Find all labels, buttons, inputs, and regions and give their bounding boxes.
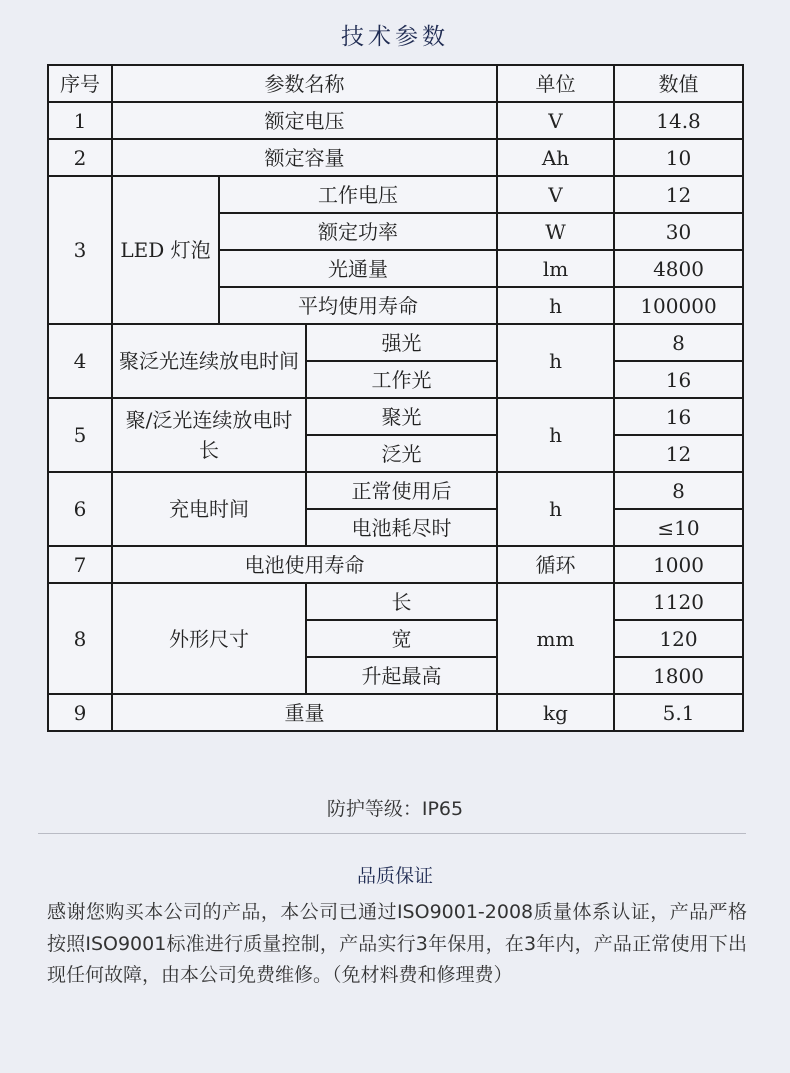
row-no: 8 [48,583,112,694]
param-value: 1120 [614,583,743,620]
param-subname: 平均使用寿命 [219,287,497,324]
table-row [48,583,743,620]
param-subname: 工作电压 [219,176,497,213]
param-unit: kg [497,694,614,731]
table-row [48,139,743,176]
row-no: 7 [48,546,112,583]
table-row [48,102,743,139]
protection-rating: 防护等级：IP65 [326,798,464,820]
param-name: 重量 [112,694,497,731]
param-value: 5.1 [614,694,743,731]
param-value: 16 [614,398,743,435]
header-no: 序号 [48,65,112,102]
param-value: 14.8 [614,102,743,139]
row-no: 2 [48,139,112,176]
table-row [48,472,743,509]
param-value: 120 [614,620,743,657]
header-unit: 单位 [497,65,614,102]
param-value: 1800 [614,657,743,694]
param-subname: 光通量 [219,250,497,287]
param-subname: 正常使用后 [306,472,497,509]
param-unit: V [497,176,614,213]
row-no: 4 [48,324,112,398]
header-value: 数值 [614,65,743,102]
header-name: 参数名称 [112,65,497,102]
param-unit: W [497,213,614,250]
param-unit: V [497,102,614,139]
param-group: 充电时间 [112,472,306,546]
table-row [48,324,743,361]
table-row [48,398,743,435]
param-subname: 升起最高 [306,657,497,694]
param-group: 外形尺寸 [112,583,306,694]
param-subname: 宽 [306,620,497,657]
param-value: 16 [614,361,743,398]
param-unit: h [497,287,614,324]
param-subname: 电池耗尽时 [306,509,497,546]
table-row [48,176,743,213]
row-no: 3 [48,176,112,324]
param-value: 10 [614,139,743,176]
param-subname: 工作光 [306,361,497,398]
param-value: 12 [614,176,743,213]
quality-title: 品质保证 [356,865,433,887]
param-unit: lm [497,250,614,287]
param-name: 额定容量 [112,139,497,176]
param-value: 1000 [614,546,743,583]
param-unit: h [497,324,614,398]
param-subname: 强光 [306,324,497,361]
divider [38,833,746,834]
param-group: LED 灯泡 [112,176,219,324]
param-subname: 聚光 [306,398,497,435]
param-unit: mm [497,583,614,694]
param-value: 12 [614,435,743,472]
param-value: ≤10 [614,509,743,546]
param-value: 8 [614,324,743,361]
row-no: 6 [48,472,112,546]
param-unit: Ah [497,139,614,176]
row-no: 1 [48,102,112,139]
param-unit: h [497,472,614,546]
param-subname: 泛光 [306,435,497,472]
param-value: 30 [614,213,743,250]
param-subname: 长 [306,583,497,620]
param-group: 聚泛光连续放电时间 [112,324,306,398]
table-row [48,694,743,731]
param-value: 100000 [614,287,743,324]
table-row [48,546,743,583]
param-value: 4800 [614,250,743,287]
row-no: 5 [48,398,112,472]
param-value: 8 [614,472,743,509]
row-no: 9 [48,694,112,731]
param-name: 电池使用寿命 [112,546,497,583]
page-title: 技术参数 [341,24,449,50]
param-subname: 额定功率 [219,213,497,250]
spec-table [47,64,744,732]
param-group: 聚/泛光连续放电时长 [112,398,306,472]
param-unit: 循环 [497,546,614,583]
param-name: 额定电压 [112,102,497,139]
quality-body: 感谢您购买本公司的产品，本公司已通过ISO9001-2008质量体系认证，产品严格按照ISO9001标准进行质量控制，产品实行3年保用，在3年内，产品正常使用下出现任何故障，由本公司免费维修。（免材料费和修理费） [47,901,747,986]
param-unit: h [497,398,614,472]
table-header-row [48,65,743,102]
